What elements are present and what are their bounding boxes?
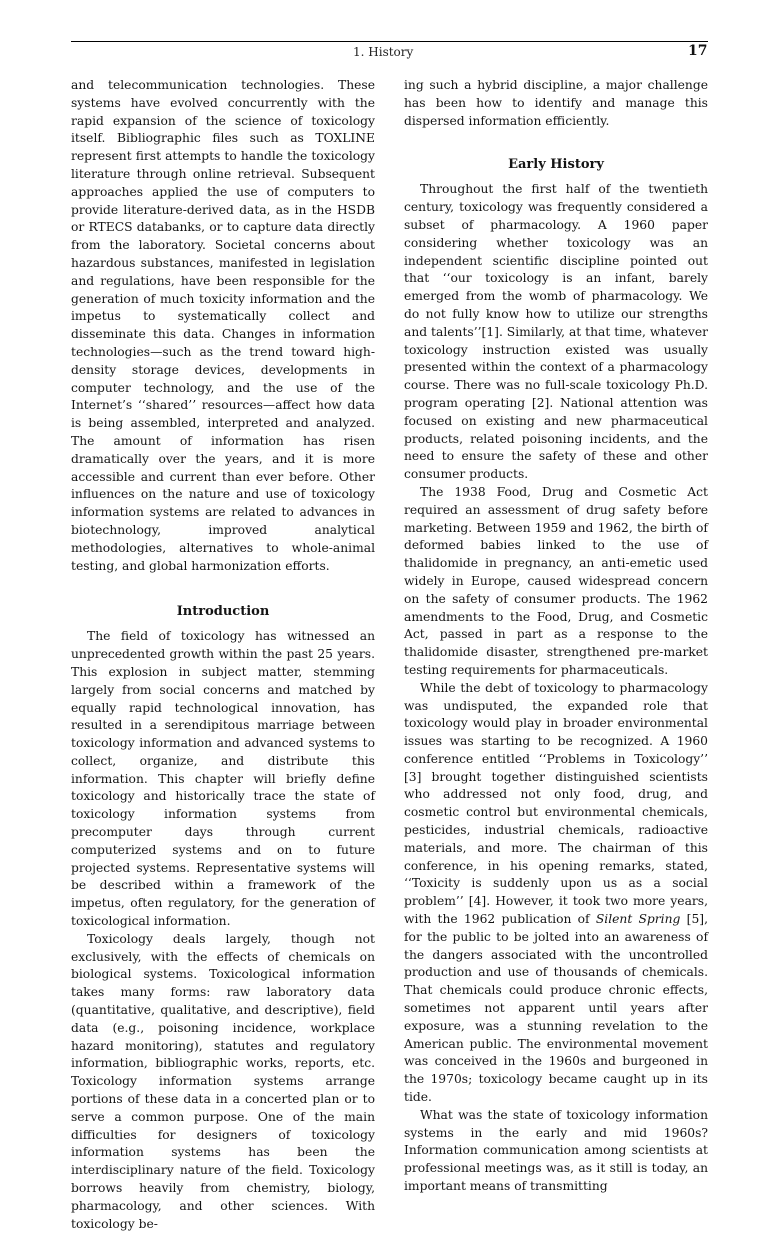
paragraph-text-segment: While the debt of toxicology to pharmacology was undisputed, the expanded role that toxicology would play in broader environmental issues was starting to be recognized. A 1960 conference entitled ‘‘Problems in Toxicology’’ [3] brought together distinguished scientists who addressed not only food, drug, and cosmetic control but environmental chemicals, pesticides, industrial chemicals, radioactive materials, and more. The chairman of this conference, in his opening remarks, stated, ‘‘Toxicity is suddenly upon us as a social problem’’ [4]. However, it took two more years, with the 1962 publication of — [404, 680, 708, 927]
early-history-paragraph-1: Throughout the first half of the twentieth century, toxicology was frequently considered a subset of pharmacology. A 1960 paper considering whether toxicology was an independent scientific discipline pointed out that ‘‘our toxicology is an infant, barely emerged from the womb of pharmacology. We do not fully know how to utilize our strengths and talents’’[1]. Similarly, at that time, whatever toxicology instruction existed was usually presented within the context of a pharmacology course. There was no full-scale toxicology Ph.D. program operating [2]. National attention was focused on existing and new pharmaceutical products, related poisoning incidents, and the need to ensure the safety of these and other consumer products. — [404, 182, 708, 482]
page-number: 17 — [688, 43, 708, 59]
left-column — [71, 77, 375, 1233]
header-rule — [71, 41, 708, 42]
right-column — [404, 77, 708, 1196]
paragraph-text-segment: [5], for the public to be jolted into an awareness of the dangers associated with the uncontrolled production and use of thousands of chemicals. That chemicals could produce chronic effects, sometimes not apparent until years after exposure, was a stunning revelation to the American public. The environmental movement was conceived in the 1960s and burgeoned in the 1970s; toxicology became caught up in its tide. — [404, 912, 708, 1105]
continued-paragraph-right: ing such a hybrid discipline, a major challenge has been how to identify and manage this dispersed information efficiently. — [404, 78, 708, 128]
running-head: 1. History — [353, 45, 414, 59]
early-history-paragraph-2: The 1938 Food, Drug and Cosmetic Act required an assessment of drug safety before marketing. Between 1959 and 1962, the birth of deformed babies linked to the use of thalidomide in pregnancy, an anti-emetic used widely in Europe, caused widespread concern on the safety of consumer products. The 1962 amendments to the Food, Drug, and Cosmetic Act, passed in part as a response to the thalidomide disaster, strengthened pre-market testing requirements for pharmaceuticals. — [404, 484, 708, 677]
section-heading-early-history: Early History — [508, 157, 604, 173]
early-history-paragraph-3 — [404, 680, 708, 1107]
continued-paragraph: and telecommunication technologies. These systems have evolved concurrently with the rapid expansion of the science of toxicology itself. Bibliographic files such as TOXLINE represent first attempts to handle the toxicology literature through online retrieval. Subsequent approaches applied the use of computers to provide literature-derived data, as in the HSDB or RTECS databanks, or to capture data directly from the laboratory. Societal concerns about hazardous substances, manifested in legislation and regulations, have been responsible for the generation of much toxicity information and the impetus to systematically collect and disseminate this data. Changes in information technologies—such as the trend toward high-density storage devices, developments in computer technology, and the use of the Internet’s ‘‘shared’’ resources—affect how data is being assembled, interpreted and analyzed. The amount of information has risen dramatically over the years, and it is more accessible and current than ever before. Other influences on the nature and use of toxicology information systems are related to advances in biotechnology, improved analytical methodologies, alternatives to whole-animal testing, and global harmonization efforts. — [71, 78, 375, 573]
introduction-paragraph-1: The field of toxicology has witnessed an unprecedented growth within the past 25 years. This explosion in subject matter, stemming largely from social concerns and matched by equally rapid technological innovation, has resulted in a serendipitous marriage between toxicology information and advanced systems to collect, organize, and distribute this information. This chapter will briefly define toxicology and historically trace the state of toxicology information systems from precomputer days through current computerized systems and on to future projected systems. Representative systems will be described within a framework of the impetus, often regulatory, for the generation of toxicological information. — [71, 629, 375, 929]
section-heading-introduction: Introduction — [176, 604, 270, 620]
early-history-paragraph-4: What was the state of toxicology information systems in the early and mid 1960s? Information communication among scientists at professional meetings was, as it still is today, an important means of transmitting — [404, 1107, 708, 1194]
book-title-italic: Silent Spring — [595, 912, 681, 927]
introduction-paragraph-2: Toxicology deals largely, though not exclusively, with the effects of chemicals on biological systems. Toxicological information takes many forms: raw laboratory data (quantitative, qualitative, and descriptive), field data (e.g., poisoning incidence, workplace hazard monitoring), statutes and regulatory information, bibliographic works, reports, etc. Toxicology information systems arrange portions of these data in a concerted plan or to serve a common purpose. One of the main difficulties for designers of toxicology information systems has been the interdisciplinary nature of the field. Toxicology borrows heavily from chemistry, biology, pharmacology, and other sciences. With toxicology be- — [71, 931, 375, 1231]
